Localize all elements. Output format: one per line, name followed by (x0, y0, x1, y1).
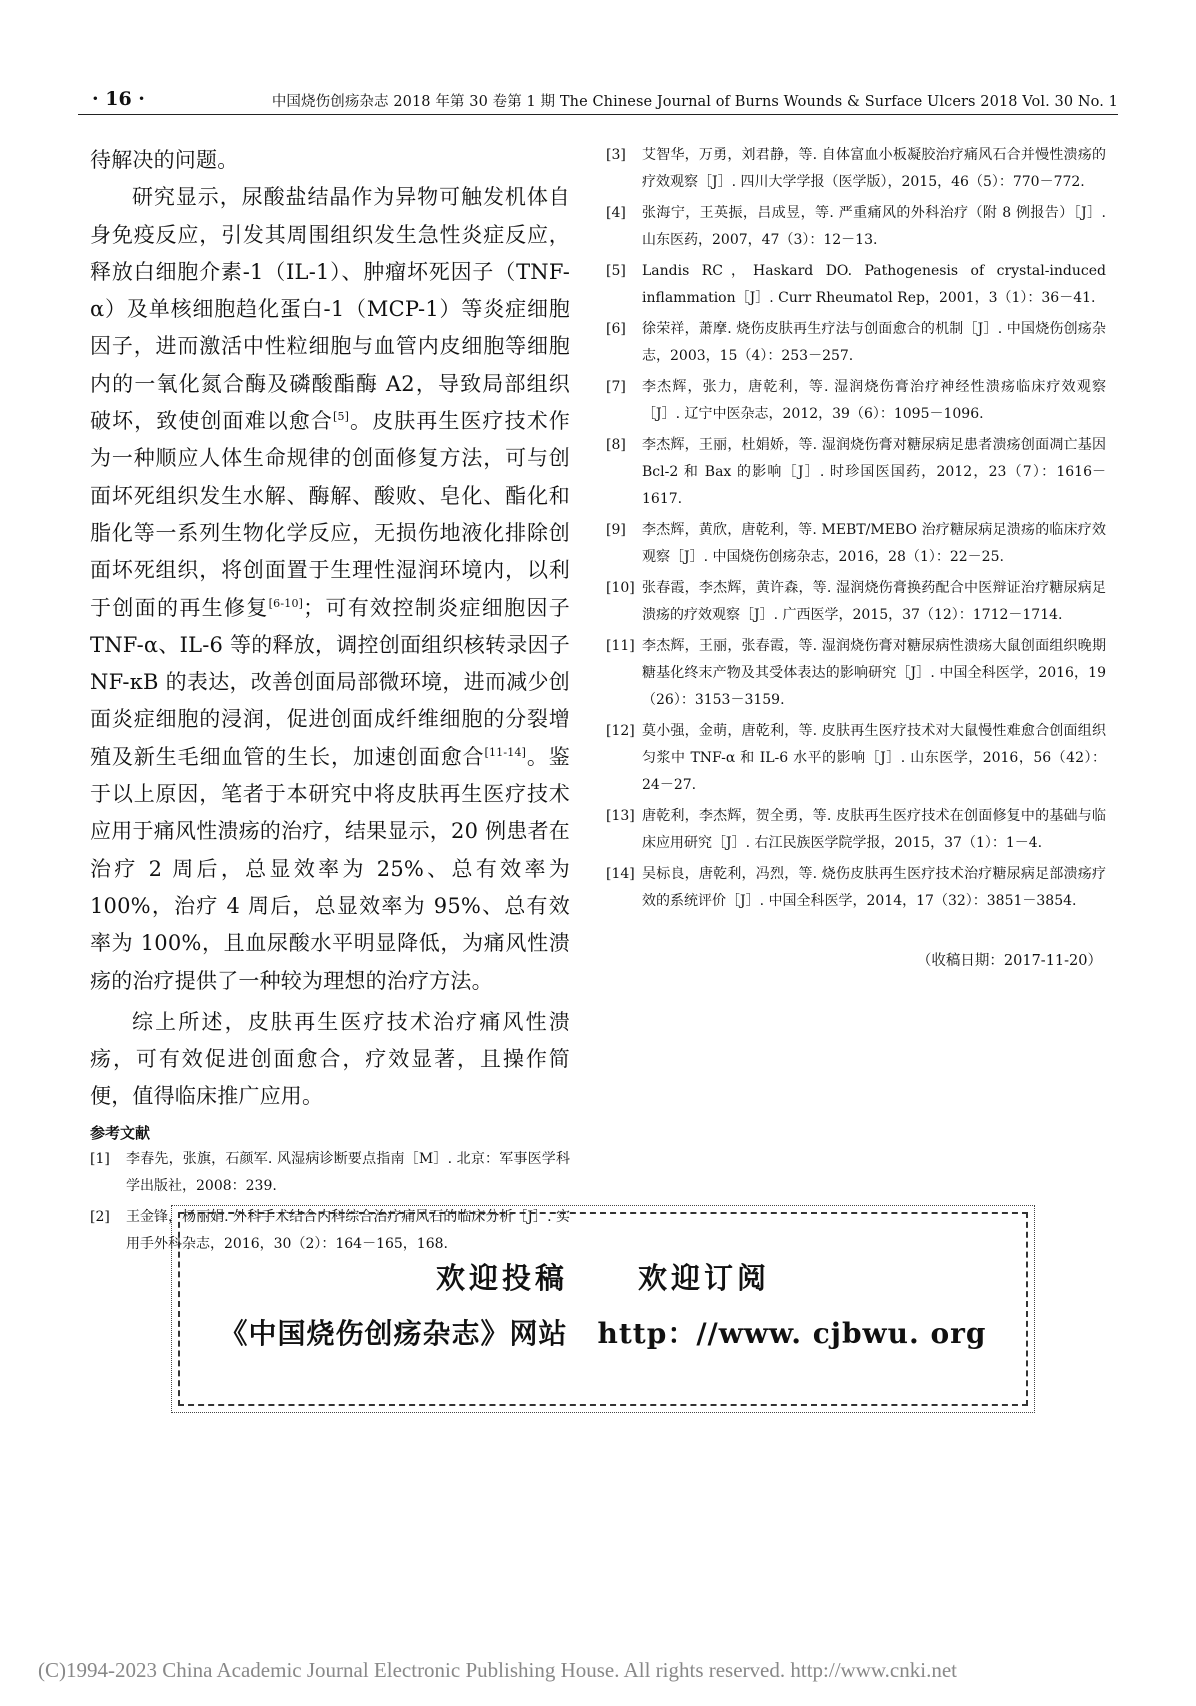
reference-text: 吴标良，唐乾利，冯烈，等. 烧伤皮肤再生医疗技术治疗糖尿病足部溃疡疗效的系统评价［J］. 中国全科医学，2014，17（32）：3851－3854. (642, 866, 1106, 909)
reference-number: [14] (606, 866, 635, 882)
reference-item (606, 316, 1106, 370)
reference-item (606, 575, 1106, 629)
copyright-watermark: (C)1994-2023 China Academic Journal Electronic Publishing House. All rights reserved. http://www.cnki.net (38, 1658, 957, 1682)
reference-item (606, 258, 1106, 312)
reference-text: 张春霞，李杰辉，黄许森，等. 湿润烧伤膏换药配合中医辩证治疗糖尿病足溃疡的疗效观察［J］. 广西医学，2015，37（12）：1712－1714. (642, 580, 1106, 623)
reference-item (606, 142, 1106, 196)
reference-number: [10] (606, 580, 635, 596)
reference-number: [8] (606, 437, 626, 453)
reference-number: [4] (606, 205, 626, 221)
reference-text: 李春先，张旗，石颜军. 风湿病诊断要点指南［M］. 北京：军事医学科学出版社，2008：239. (126, 1150, 570, 1194)
reference-number: [11] (606, 638, 635, 654)
reference-text: 王金锋，杨丽娟. 外科手术结合内科综合治疗痛风石的临床分析［J］. 实用手外科杂志，2016，30（2）：164－165，168. (126, 1208, 570, 1252)
reference-number: [13] (606, 808, 635, 824)
citation-5[interactable]: [5] (332, 410, 350, 424)
body-text (90, 142, 570, 1116)
banner-url-link[interactable]: http：//www. cjbwu. org (597, 1317, 987, 1350)
reference-number: [7] (606, 379, 626, 395)
left-column (90, 142, 570, 1262)
citation-11-14[interactable]: [11-14] (484, 745, 527, 759)
right-column (606, 142, 1106, 970)
reference-text: 唐乾利，李杰辉，贺全勇，等. 皮肤再生医疗技术在创面修复中的基础与临床应用研究［J］. 右江民族医学院学报，2015，37（1）：1－4. (642, 808, 1106, 851)
paragraph-2-part-b: 。皮肤再生医疗技术作为一种顺应人体生命规律的创面修复方法，可与创面坏死组织发生水解、酶解、酸败、皂化、酯化和脂化等一系列生物化学反应，无损伤地液化排除创面坏死组织，将创面置于生理性湿润环境内，以利于创面的再生修复 (90, 409, 571, 620)
reference-text: 艾智华，万勇，刘君静，等. 自体富血小板凝胶治疗痛风石合并慢性溃疡的疗效观察［J］. 四川大学学报（医学版），2015，46（5）：770－772. (642, 147, 1106, 190)
reference-number: [3] (606, 147, 626, 163)
reference-item (90, 1146, 570, 1200)
reference-text: Landis RC，Haskard DO. Pathogenesis of crystal-induced inflammation［J］. Curr Rheumatol Rep，2001，3（1）：36－41. (642, 263, 1106, 306)
reference-number: [1] (90, 1150, 110, 1167)
reference-item (606, 200, 1106, 254)
citation-6-10[interactable]: [6-10] (268, 596, 304, 610)
reference-number: [9] (606, 522, 626, 538)
reference-text: 李杰辉，王丽，杜娟娇，等. 湿润烧伤膏对糖尿病足患者溃疡创面凋亡基因 Bcl-2 和 Bax 的影响［J］. 时珍国医国药，2012，23（7）：1616－1617. (642, 437, 1106, 507)
reference-text: 莫小强，金萌，唐乾利，等. 皮肤再生医疗技术对大鼠慢性难愈合创面组织匀浆中 TNF-α 和 IL-6 水平的影响［J］. 山东医学，2016，56（42）：24－27. (642, 723, 1106, 793)
reference-item (606, 374, 1106, 428)
reference-number: [5] (606, 263, 626, 279)
reference-number: [12] (606, 723, 635, 739)
paragraph-3: 综上所述，皮肤再生医疗技术治疗痛风性溃疡，可有效促进创面愈合，疗效显著，且操作简便，值得临床推广应用。 (90, 1009, 570, 1109)
paragraph-1: 待解决的问题。 (90, 148, 239, 172)
reference-item (606, 803, 1106, 857)
welcome-subscribe-text: 欢迎订阅 (638, 1261, 771, 1295)
reference-item (606, 517, 1106, 571)
paragraph-2-part-a: 研究显示，尿酸盐结晶作为异物可触发机体自身免疫反应，引发其周围组织发生急性炎症反应，释放白细胞介素-1（IL-1）、肿瘤坏死因子（TNF-α）及单核细胞趋化蛋白-1（MCP-1）等炎症细胞因子，进而激活中性粒细胞与血管内皮细胞等细胞内的一氧化氮合酶及磷酸酯酶 A2，导致局部组织破坏，致使创面难以愈合 (90, 185, 570, 434)
journal-citation-line: 中国烧伤创疡杂志 2018 年第 30 卷第 1 期 The Chinese Journal of Burns Wounds & Surface Ulcers 2018 Vol. 30 No. 1 (271, 94, 1118, 110)
reference-text: 李杰辉，王丽，张春霞，等. 湿润烧伤膏对糖尿病性溃疡大鼠创面组织晚期糖基化终末产物及其受体表达的影响研究［J］. 中国全科医学，2016，19（26）：3153－3159. (642, 638, 1106, 708)
received-date: （收稿日期：2017-11-20） (916, 953, 1102, 969)
references-heading: 参考文献 (90, 1123, 151, 1142)
reference-number: [2] (90, 1208, 110, 1225)
reference-text: 李杰辉，张力，唐乾利，等. 湿润烧伤膏治疗神经性溃疡临床疗效观察［J］. 辽宁中医杂志，2012，39（6）：1095－1096. (642, 379, 1106, 422)
paragraph-2 (90, 179, 570, 1000)
paragraph-2-part-c: ；可有效控制炎症细胞因子 TNF-α、IL-6 等的释放，调控创面组织核转录因子 NF-κB 的表达，改善创面局部微环境，进而减少创面炎症细胞的浸润，促进创面成纤维细胞的分裂增殖及新生毛细血管的生长，加速创面愈合 (90, 595, 570, 769)
banner-journal-name: 《中国烧伤创疡杂志》网站 (219, 1317, 568, 1350)
references-list-right (606, 142, 1106, 915)
reference-number: [6] (606, 321, 626, 337)
welcome-submit-text: 欢迎投稿 (435, 1261, 568, 1295)
banner-welcome-line (180, 1256, 1026, 1297)
reference-item (606, 718, 1106, 799)
reference-text: 徐荣祥，萧摩. 烧伤皮肤再生疗法与创面愈合的机制［J］. 中国烧伤创疡杂志，2003，15（4）：253－257. (642, 321, 1106, 364)
reference-item (606, 633, 1106, 714)
page-number: · 16 · (92, 88, 145, 110)
promo-banner (178, 1212, 1028, 1406)
reference-item (606, 861, 1106, 915)
banner-website-line (180, 1312, 1026, 1352)
reference-item (606, 432, 1106, 513)
paragraph-2-part-d: 。鉴于以上原因，笔者于本研究中将皮肤再生医疗技术应用于痛风性溃疡的治疗，结果显示，20 例患者在治疗 2 周后，总显效率为 25%、总有效率为 100%，治疗 4 周后，总显效率为 95%、总有效率为 100%，且血尿酸水平明显降低，为痛风性溃疡的治疗提供了一种较为理想的治疗方法。 (90, 744, 570, 993)
running-header (78, 84, 1118, 115)
reference-text: 李杰辉，黄欣，唐乾利，等. MEBT/MEBO 治疗糖尿病足溃疡的临床疗效观察［J］. 中国烧伤创疡杂志，2016，28（1）：22－25. (642, 522, 1106, 565)
reference-text: 张海宁，王英振，吕成昱，等. 严重痛风的外科治疗（附 8 例报告）［J］. 山东医药，2007，47（3）：12－13. (642, 205, 1106, 248)
